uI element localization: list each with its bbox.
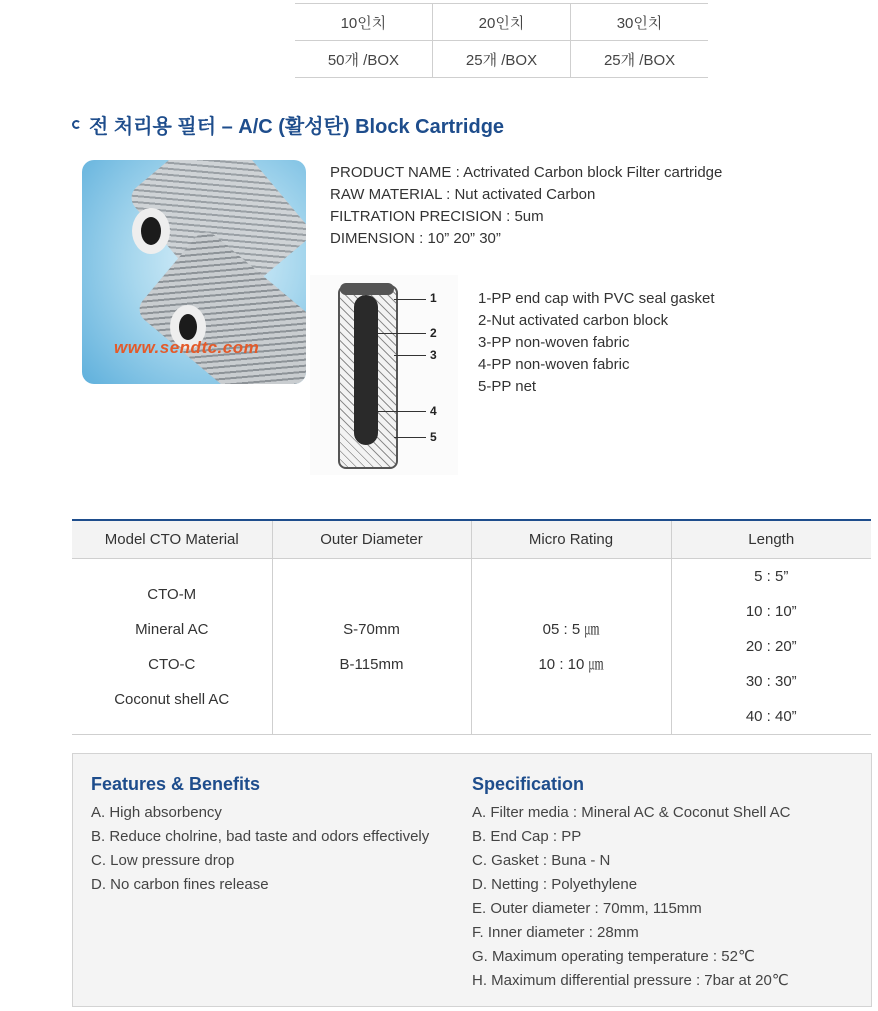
table-cell: 10인치 [295, 4, 432, 41]
section-title: 전 처리용 필터 – A/C (활성탄) Block Cartridge [89, 116, 505, 138]
micro-rating-value: 05 : 5 ㎛ [542, 620, 600, 638]
material-value: Mineral AC [135, 620, 209, 638]
features-spec-box [72, 753, 872, 1007]
list-item: 1-PP end cap with PVC seal gasket [478, 290, 715, 307]
packaging-table [295, 3, 708, 78]
features-section [91, 774, 429, 897]
outer-diameter-value: S-70mm [343, 620, 400, 638]
components-list [478, 288, 715, 398]
features-list [91, 801, 429, 897]
filtration-precision: FILTRATION PRECISION : 5um [330, 208, 544, 225]
diagram-end-cap [340, 283, 394, 295]
diagram-label: 2 [430, 326, 437, 340]
list-item: D. Netting : Polyethylene [472, 876, 638, 893]
material-cell [72, 559, 272, 735]
list-item: 3-PP non-woven fabric [478, 334, 630, 351]
outer-diameter-cell [272, 559, 471, 735]
specification-list [472, 801, 790, 993]
column-header: Micro Rating [471, 520, 671, 559]
outer-diameter-value: B-115mm [339, 655, 404, 673]
section-heading [72, 110, 504, 139]
diagram-carbon-core [354, 295, 378, 445]
list-item: B. End Cap : PP [472, 828, 582, 845]
column-header: Length [671, 520, 871, 559]
table-cell: 25개 /BOX [432, 41, 570, 78]
diagram-label: 4 [430, 404, 437, 418]
list-item: A. High absorbency [91, 804, 222, 821]
material-value: Coconut shell AC [114, 690, 230, 708]
list-item: 5-PP net [478, 378, 537, 395]
product-photo [82, 160, 306, 384]
length-value: 5 : 5” [754, 568, 789, 585]
diagram-leader-line [394, 355, 426, 356]
length-value: 20 : 20” [745, 638, 797, 655]
list-item: F. Inner diameter : 28mm [472, 924, 639, 941]
column-header: Model CTO Material [72, 520, 272, 559]
dimension: DIMENSION : 10” 20” 30” [330, 230, 501, 247]
list-item: D. No carbon fines release [91, 876, 269, 893]
table-row [295, 4, 708, 41]
raw-material: RAW MATERIAL : Nut activated Carbon [330, 186, 596, 203]
diagram-leader-line [378, 411, 426, 412]
length-value: 10 : 10” [745, 603, 797, 620]
cartridge-diagram [310, 275, 458, 475]
material-value: CTO-C [148, 655, 196, 673]
micro-rating-cell [471, 559, 671, 735]
model-spec-table [72, 519, 871, 735]
specification-section [472, 774, 790, 993]
table-row [72, 559, 871, 735]
list-item: A. Filter media : Mineral AC & Coconut Shell AC [472, 804, 791, 821]
length-value: 40 : 40” [745, 708, 797, 725]
table-cell: 50개 /BOX [295, 41, 432, 78]
column-header: Outer Diameter [272, 520, 471, 559]
list-item: H. Maximum differential pressure : 7bar at 20℃ [472, 972, 789, 989]
specification-title: Specification [472, 774, 585, 794]
end-cap-image [132, 208, 170, 254]
table-header-row [72, 520, 871, 559]
product-name: PRODUCT NAME : Actrivated Carbon block Filter cartridge [330, 164, 723, 181]
table-row [295, 41, 708, 78]
list-item: E. Outer diameter : 70mm, 115mm [472, 900, 702, 917]
list-item: 4-PP non-woven fabric [478, 356, 630, 373]
diagram-label: 3 [430, 348, 437, 362]
list-item: G. Maximum operating temperature : 52℃ [472, 948, 755, 965]
list-item: C. Gasket : Buna - N [472, 852, 611, 869]
product-info [330, 162, 722, 250]
list-item: C. Low pressure drop [91, 852, 235, 869]
list-item: B. Reduce cholrine, bad taste and odors effectively [91, 828, 430, 845]
list-item: 2-Nut activated carbon block [478, 312, 669, 329]
diagram-leader-line [394, 299, 426, 300]
refresh-bullet-icon [72, 120, 81, 129]
diagram-leader-line [394, 437, 426, 438]
length-cell [671, 559, 871, 735]
table-cell: 30인치 [571, 4, 708, 41]
table-cell: 20인치 [432, 4, 570, 41]
length-value: 30 : 30” [745, 673, 797, 690]
material-value: CTO-M [147, 585, 197, 603]
diagram-leader-line [378, 333, 426, 334]
micro-rating-value: 10 : 10 ㎛ [538, 655, 604, 673]
table-cell: 25개 /BOX [571, 41, 708, 78]
diagram-label: 5 [430, 430, 437, 444]
features-title: Features & Benefits [91, 774, 261, 794]
photo-watermark: www.sendtc.com [114, 338, 260, 357]
diagram-label: 1 [430, 291, 437, 305]
